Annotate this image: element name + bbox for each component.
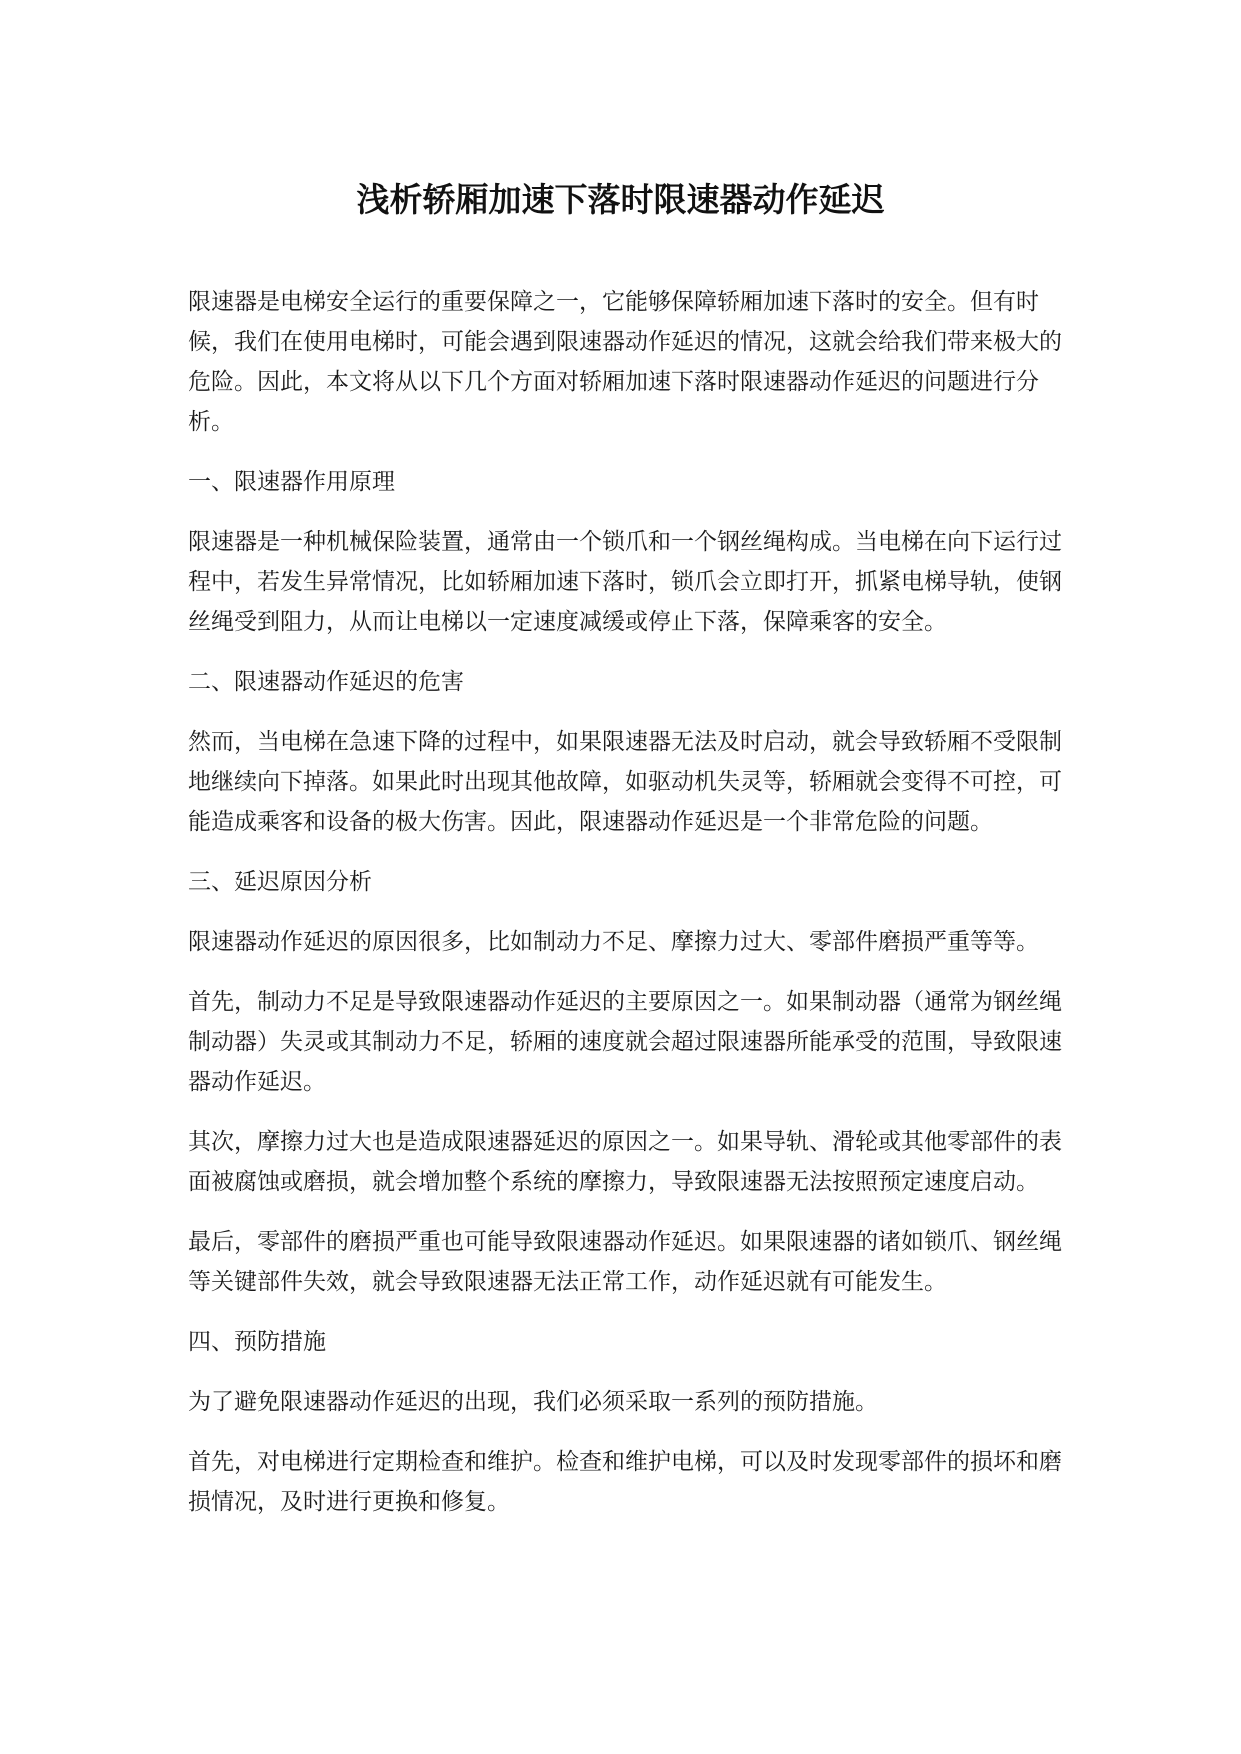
paragraph-causes-overview: 限速器动作延迟的原因很多，比如制动力不足、摩擦力过大、零部件磨损严重等等。 [188,929,1039,955]
paragraph-cause-braking: 首先，制动力不足是导致限速器动作延迟的主要原因之一。如果制动器（通常为钢丝绳制动器）失灵或其制动力不足，轿厢的速度就会超过限速器所能承受的范围，导致限速器动作延迟。 [188,989,1062,1095]
paragraph-hazard: 然而，当电梯在急速下降的过程中，如果限速器无法及时启动，就会导致轿厢不受限制地继续向下掉落。如果此时出现其他故障，如驱动机失灵等，轿厢就会变得不可控，可能造成乘客和设备的极大伤害。因此，限速器动作延迟是一个非常危险的问题。 [188,729,1062,835]
paragraph-prevention-inspection: 首先，对电梯进行定期检查和维护。检查和维护电梯，可以及时发现零部件的损坏和磨损情况，及时进行更换和修复。 [188,1449,1062,1515]
paragraph-prevention-intro: 为了避免限速器动作延迟的出现，我们必须采取一系列的预防措施。 [188,1389,878,1415]
section-heading-principle: 一、限速器作用原理 [188,469,395,495]
section-heading-causes: 三、延迟原因分析 [188,869,372,895]
intro-paragraph: 限速器是电梯安全运行的重要保障之一，它能够保障轿厢加速下落时的安全。但有时候，我们在使用电梯时，可能会遇到限速器动作延迟的情况，这就会给我们带来极大的危险。因此，本文将从以下几个方面对轿厢加速下落时限速器动作延迟的问题进行分析。 [188,289,1062,435]
paragraph-cause-friction: 其次，摩擦力过大也是造成限速器延迟的原因之一。如果导轨、滑轮或其他零部件的表面被腐蚀或磨损，就会增加整个系统的摩擦力，导致限速器无法按照预定速度启动。 [188,1129,1062,1195]
paragraph-principle: 限速器是一种机械保险装置，通常由一个锁爪和一个钢丝绳构成。当电梯在向下运行过程中，若发生异常情况，比如轿厢加速下落时，锁爪会立即打开，抓紧电梯导轨，使钢丝绳受到阻力，从而让电梯以一定速度减缓或停止下落，保障乘客的安全。 [188,529,1062,635]
document-title: 浅析轿厢加速下落时限速器动作延迟 [356,180,885,219]
section-heading-prevention: 四、预防措施 [188,1329,326,1355]
paragraph-cause-wear: 最后，零部件的磨损严重也可能导致限速器动作延迟。如果限速器的诸如锁爪、钢丝绳等关键部件失效，就会导致限速器无法正常工作，动作延迟就有可能发生。 [188,1229,1062,1295]
document-body [188,282,1073,1542]
section-heading-hazard: 二、限速器动作延迟的危害 [188,669,464,695]
